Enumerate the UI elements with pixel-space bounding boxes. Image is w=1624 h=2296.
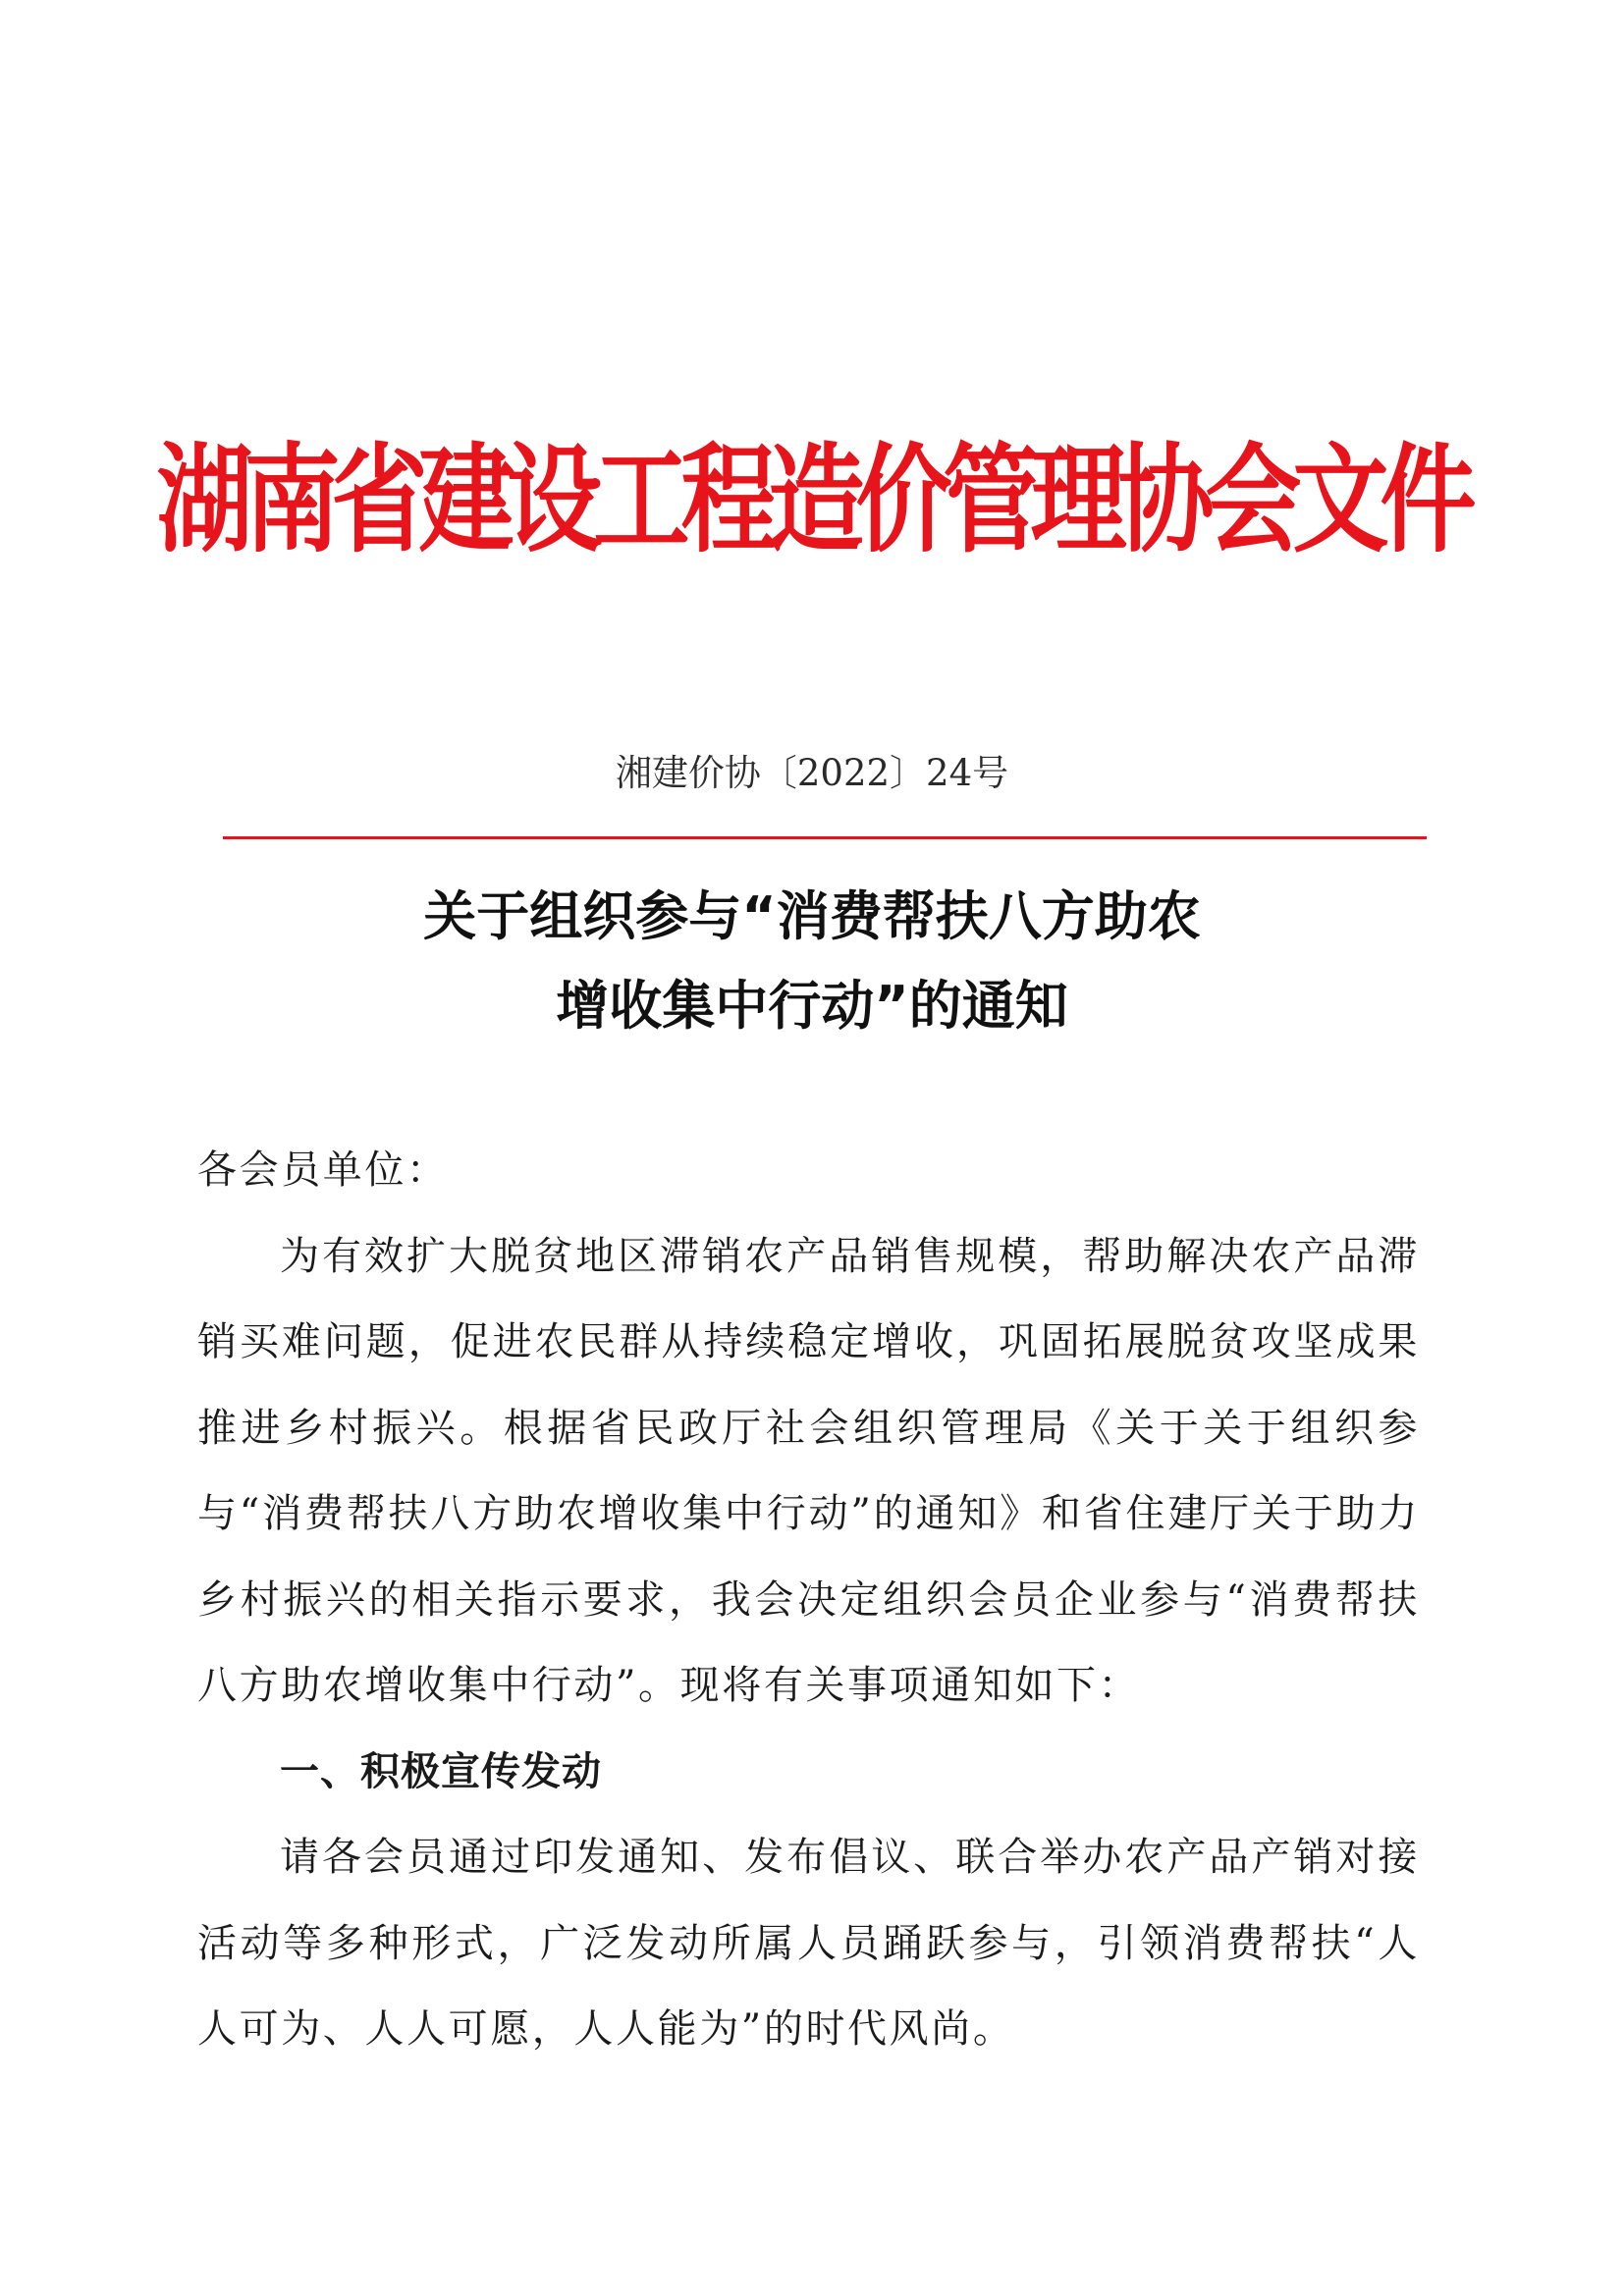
section-paragraph-1: 请各会员通过印发通知、发布倡议、联合举办农产品产销对接活动等多种形式，广泛发动所属人员踊跃参与，引领消费帮扶“人人可为、人人可愿，人人能为”的时代风尚。 [197, 1835, 1420, 2052]
red-divider-line [223, 836, 1427, 839]
notice-title [0, 872, 1624, 1050]
notice-body [197, 1128, 1420, 2073]
notice-title-line-2: 增收集中行动”的通知 [556, 975, 1068, 1037]
organization-header: 湖南省建设工程造价管理协会文件 [156, 432, 1468, 569]
notice-title-line-1: 关于组织参与“消费帮扶八方助农 [423, 885, 1201, 947]
document-number: 湘建价协〔2022〕24号 [615, 752, 1009, 794]
section-heading-1: 一、积极宣传发动 [280, 1748, 602, 1794]
body-paragraph-intro: 为有效扩大脱贫地区滞销农产品销售规模，帮助解决农产品滞销买难问题，促进农民群从持续稳定增收，巩固拓展脱贫攻坚成果推进乡村振兴。根据省民政厅社会组织管理局《关于关于组织参与“消费帮扶八方助农增收集中行动”的通知》和省住建厅关于助力乡村振兴的相关指示要求，我会决定组织会员企业参与“消费帮扶八方助农增收集中行动”。现将有关事项通知如下： [197, 1233, 1420, 1708]
salutation: 各会员单位： [197, 1148, 449, 1193]
